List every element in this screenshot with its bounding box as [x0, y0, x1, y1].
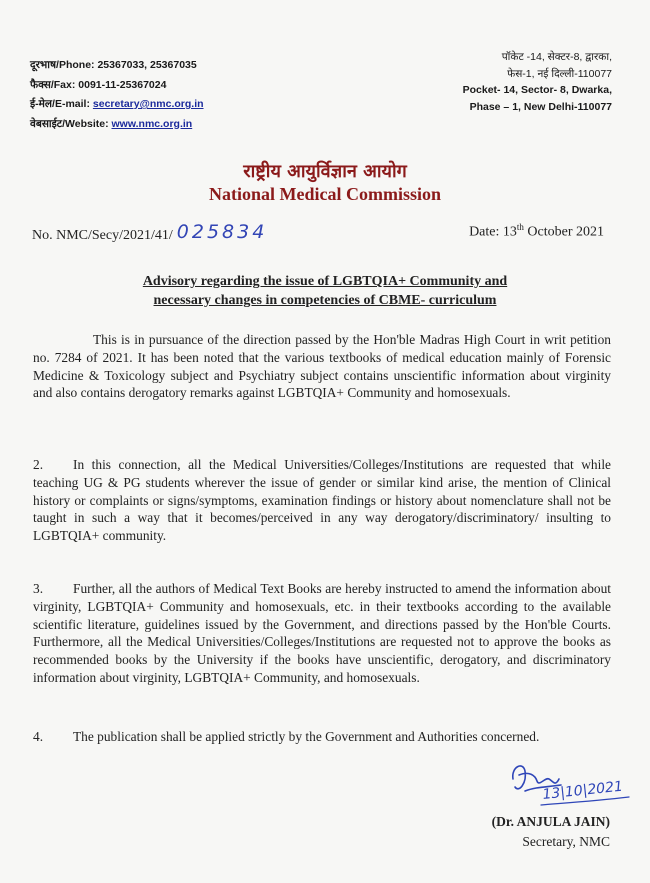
paragraph-4-number: 4.	[33, 729, 44, 744]
paragraph-2	[33, 456, 611, 545]
website-line	[30, 115, 330, 135]
address-en-line1: Pocket- 14, Sector- 8, Dwarka,	[462, 84, 612, 96]
paragraph-3	[33, 580, 611, 687]
contact-block	[30, 56, 330, 134]
paragraph-4-text: The publication shall be applied strictly by the Government and Authorities concerned.	[73, 729, 540, 744]
address-hindi-line1: पॉकेट -14, सेक्टर-8, द्वारका,	[501, 51, 612, 63]
email-line	[30, 95, 330, 115]
paragraph-1: This is in pursuance of the direction passed by the Hon'ble Madras High Court in writ petition no. 7284 of 2021. It has been noted that the various textbooks of medical education mainly of Forensic Medicine & Toxicology subject and Psychiatry subject contains unscientific information about virginity and also contains derogatory remarks against LGBTQIA+ Community and homosexuals.	[33, 332, 611, 401]
email-link[interactable]: secretary@nmc.org.in	[92, 98, 204, 110]
address-en-line2: Phase – 1, New Delhi-110077	[469, 100, 612, 113]
signatory-name: (Dr. ANJULA JAIN)	[491, 814, 610, 829]
address-hindi-line2: फेस-1, नई दिल्ली-110077	[507, 67, 612, 80]
date-label: Date: 13	[469, 224, 517, 240]
paragraph-2-number: 2.	[33, 457, 44, 472]
letter-date	[469, 222, 604, 241]
org-name-english: National Medical Commission	[209, 184, 441, 204]
handwritten-signature	[505, 757, 635, 819]
paragraph-3-number: 3.	[33, 581, 44, 596]
subject-line2: necessary changes in competencies of CBME- curriculum	[153, 293, 497, 308]
fax-line: फैक्स/Fax: 0091-11-25367024	[30, 78, 167, 91]
signature-date: 13|10|2021	[541, 778, 624, 803]
paragraph-2-text: In this connection, all the Medical Universities/Colleges/Institutions are requested that while teaching UG & PG students wherever the issue of gender or similar kind arise, the mention of Clinical history or complaints or signs/symptoms, examination findings or history about nomenclature shall not be taught in such a way that it becomes/perceived in any way derogatory/discriminatory/ insulting to LGBTQIA+ community.	[33, 457, 611, 544]
subject-heading	[60, 272, 590, 310]
paragraph-3-text: Further, all the authors of Medical Text Books are hereby instructed to amend the information about virginity, LGBTQIA+ Community and homosexuals, etc. in their textbooks according to the available scientific literature, guidelines issued by the Government, and directions passed by the Hon'ble Courts. Furthermore, all the Medical Universities/Colleges/Institutions are requested not to approve the books as recommended books by the University if the books have unscientific, derogatory, and discriminatory information about virginity, LGBTQIA+ Community, and homosexuals.	[33, 581, 611, 685]
website-link[interactable]: www.nmc.org.in	[111, 117, 193, 130]
signatory-title: Secretary, NMC	[522, 834, 610, 849]
paragraph-4	[33, 728, 611, 746]
date-suffix: th	[516, 222, 524, 232]
email-label: ई-मेल/E-mail:	[30, 98, 93, 110]
phone-line: दूरभाष/Phone: 25367033, 25367035	[30, 59, 197, 71]
website-label: वेबसाईट/Website:	[30, 117, 112, 130]
reference-prefix: No. NMC/Secy/2021/41/	[32, 228, 173, 243]
reference-number	[32, 222, 267, 244]
org-name-hindi: राष्ट्रीय आयुर्विज्ञान आयोग	[243, 161, 407, 182]
date-rest: October 2021	[523, 224, 604, 240]
address-block	[362, 49, 612, 115]
subject-line1: Advisory regarding the issue of LGBTQIA+ Community and	[142, 274, 508, 289]
reference-handwritten-number: 025834	[176, 221, 268, 243]
